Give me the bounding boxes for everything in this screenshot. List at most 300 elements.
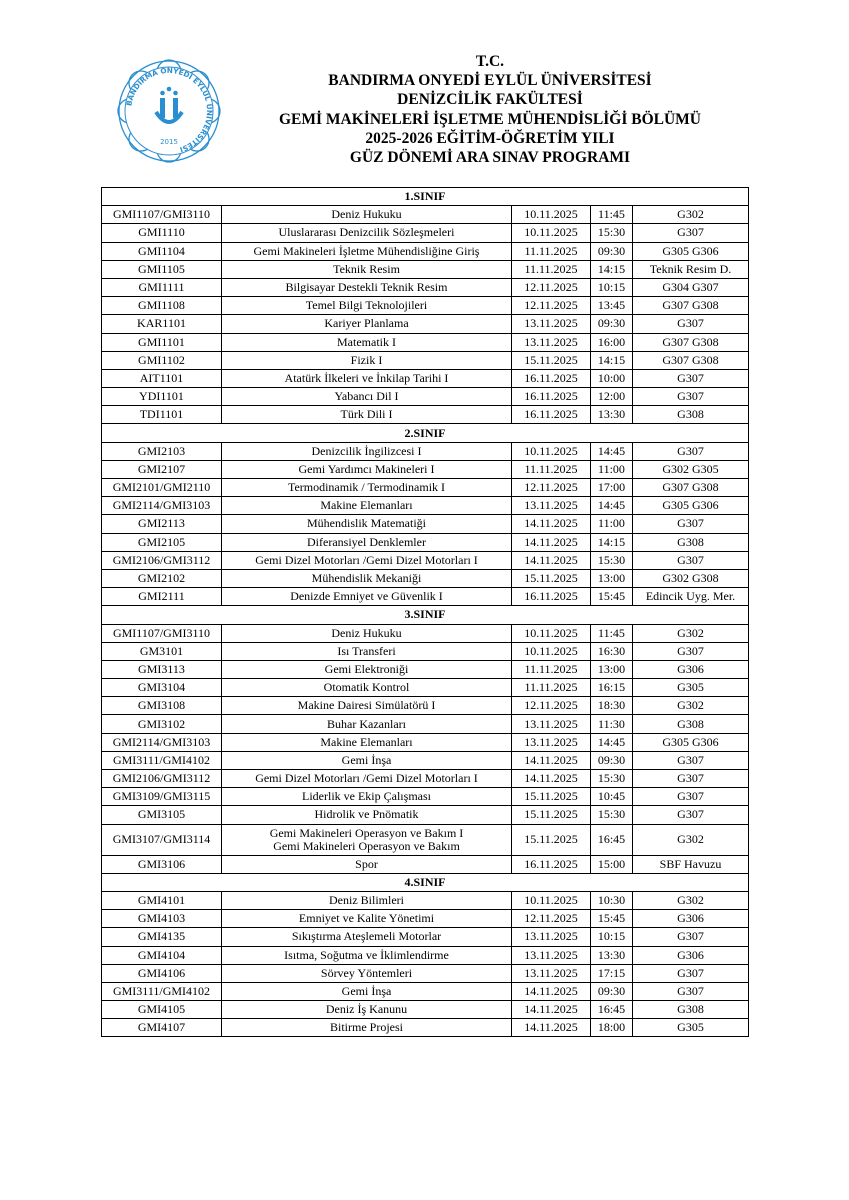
course-code-cell: GMI1111 xyxy=(102,278,222,296)
exam-time-cell: 10:30 xyxy=(591,891,633,909)
table-row xyxy=(102,982,749,1000)
exam-date-cell: 16.11.2025 xyxy=(512,388,591,406)
table-row xyxy=(102,442,749,460)
table-row xyxy=(102,770,749,788)
exam-date-cell: 15.11.2025 xyxy=(512,788,591,806)
course-name: Deniz Hukuku xyxy=(331,207,402,222)
table-row xyxy=(102,460,749,478)
course-code-cell: GMI2111 xyxy=(102,588,222,606)
section-header-row xyxy=(102,188,749,206)
exam-room-cell: G306 xyxy=(633,660,749,678)
course-name: Gemi Dizel Motorları /Gemi Dizel Motorları I xyxy=(255,771,478,786)
exam-time-cell: 18:00 xyxy=(591,1019,633,1037)
course-name-cell xyxy=(222,660,512,678)
course-name: Teknik Resim xyxy=(333,261,400,276)
table-row xyxy=(102,388,749,406)
course-name-cell xyxy=(222,679,512,697)
header-faculty: DENİZCİLİK FAKÜLTESİ xyxy=(397,91,583,109)
course-name-cell xyxy=(222,297,512,315)
course-code-cell: TDI1101 xyxy=(102,406,222,424)
course-code-cell: GMI1107/GMI3110 xyxy=(102,206,222,224)
course-name: Uluslararası Denizcilik Sözleşmeleri xyxy=(278,225,455,240)
exam-room-cell: G307 xyxy=(633,642,749,660)
course-code-cell: GMI3108 xyxy=(102,697,222,715)
course-code-cell: GMI3105 xyxy=(102,806,222,824)
exam-time-cell: 15:30 xyxy=(591,551,633,569)
course-code-cell: GMI3107/GMI3114 xyxy=(102,824,222,855)
exam-time-cell: 14:45 xyxy=(591,497,633,515)
course-name-cell xyxy=(222,910,512,928)
exam-room-cell: G305 G306 xyxy=(633,733,749,751)
exam-date-cell: 13.11.2025 xyxy=(512,733,591,751)
course-name-cell xyxy=(222,479,512,497)
course-name-cell xyxy=(222,406,512,424)
course-code-cell: GMI3113 xyxy=(102,660,222,678)
table-row xyxy=(102,1001,749,1019)
course-name: Denizcilik İngilizcesi I xyxy=(311,443,422,458)
course-code-cell: GMI2105 xyxy=(102,533,222,551)
course-code-cell: GMI4101 xyxy=(102,891,222,909)
exam-date-cell: 16.11.2025 xyxy=(512,855,591,873)
course-name: Sörvey Yöntemleri xyxy=(320,965,413,980)
exam-time-cell: 16:00 xyxy=(591,333,633,351)
course-name: Deniz Bilimleri xyxy=(329,893,404,908)
course-code-cell: GMI3111/GMI4102 xyxy=(102,982,222,1000)
header-academic-year: 2025-2026 EĞİTİM-ÖĞRETİM YILI xyxy=(365,129,615,147)
table-row xyxy=(102,551,749,569)
table-row xyxy=(102,224,749,242)
course-name: Gemi Yardımcı Makineleri I xyxy=(298,461,435,476)
exam-time-cell: 10:15 xyxy=(591,928,633,946)
section-title: 3.SINIF xyxy=(102,606,749,624)
course-name: Gemi Makineleri Operasyon ve Bakım I xyxy=(269,825,464,840)
exam-date-cell: 14.11.2025 xyxy=(512,515,591,533)
course-name: Kariyer Planlama xyxy=(324,316,409,331)
course-name: Gemi Dizel Motorları /Gemi Dizel Motorları I xyxy=(255,552,478,567)
exam-time-cell: 15:30 xyxy=(591,806,633,824)
course-code-cell: GMI1105 xyxy=(102,260,222,278)
course-name: Gemi Makineleri Operasyon ve Bakım xyxy=(273,838,460,853)
exam-time-cell: 16:45 xyxy=(591,824,633,855)
course-name: Yabancı Dil I xyxy=(334,389,399,404)
table-row xyxy=(102,497,749,515)
course-name-cell xyxy=(222,588,512,606)
exam-date-cell: 13.11.2025 xyxy=(512,333,591,351)
course-name: Deniz Hukuku xyxy=(331,625,402,640)
course-code-cell: GMI2106/GMI3112 xyxy=(102,551,222,569)
exam-room-cell: G307 G308 xyxy=(633,351,749,369)
table-row xyxy=(102,278,749,296)
course-name-cell xyxy=(222,388,512,406)
exam-room-cell: G307 G308 xyxy=(633,333,749,351)
exam-time-cell: 14:45 xyxy=(591,442,633,460)
course-name: Hidrolik ve Pnömatik xyxy=(314,807,419,822)
course-name-cell xyxy=(222,697,512,715)
exam-date-cell: 11.11.2025 xyxy=(512,660,591,678)
exam-time-cell: 09:30 xyxy=(591,242,633,260)
table-row xyxy=(102,588,749,606)
course-code-cell: GMI3111/GMI4102 xyxy=(102,751,222,769)
document-header xyxy=(230,52,750,167)
exam-time-cell: 15:45 xyxy=(591,588,633,606)
exam-date-cell: 12.11.2025 xyxy=(512,910,591,928)
course-code-cell: GMI1108 xyxy=(102,297,222,315)
course-name-cell xyxy=(222,569,512,587)
course-name-cell xyxy=(222,855,512,873)
course-name: Termodinamik / Termodinamik I xyxy=(287,480,446,495)
exam-time-cell: 11:45 xyxy=(591,206,633,224)
course-code-cell: GMI1110 xyxy=(102,224,222,242)
exam-room-cell: G306 xyxy=(633,946,749,964)
exam-date-cell: 10.11.2025 xyxy=(512,642,591,660)
exam-date-cell: 10.11.2025 xyxy=(512,891,591,909)
exam-room-cell: G307 xyxy=(633,315,749,333)
exam-date-cell: 14.11.2025 xyxy=(512,533,591,551)
exam-date-cell: 10.11.2025 xyxy=(512,442,591,460)
exam-time-cell: 16:15 xyxy=(591,679,633,697)
course-name-cell xyxy=(222,806,512,824)
exam-time-cell: 14:15 xyxy=(591,260,633,278)
table-row xyxy=(102,733,749,751)
exam-room-cell: G302 xyxy=(633,624,749,642)
exam-time-cell: 14:15 xyxy=(591,533,633,551)
course-name: Bitirme Projesi xyxy=(330,1020,403,1035)
exam-time-cell: 15:00 xyxy=(591,855,633,873)
course-name: Sıkıştırma Ateşlemeli Motorlar xyxy=(291,929,442,944)
exam-time-cell: 12:00 xyxy=(591,388,633,406)
course-code-cell: GMI2107 xyxy=(102,460,222,478)
course-code-cell: GMI4103 xyxy=(102,910,222,928)
course-name-cell xyxy=(222,751,512,769)
table-row xyxy=(102,351,749,369)
table-row xyxy=(102,751,749,769)
course-code-cell: GMI2114/GMI3103 xyxy=(102,733,222,751)
section-title: 2.SINIF xyxy=(102,424,749,442)
course-name-cell xyxy=(222,351,512,369)
logo-ring-text: BANDIRMA ONYEDİ EYLÜL ÜNİVERSİTESİ xyxy=(124,65,215,155)
exam-time-cell: 13:00 xyxy=(591,660,633,678)
header-department: GEMİ MAKİNELERİ İŞLETME MÜHENDİSLİĞİ BÖLÜMÜ xyxy=(278,110,701,128)
course-code-cell: GMI2103 xyxy=(102,442,222,460)
table-row xyxy=(102,788,749,806)
exam-room-cell: G307 xyxy=(633,515,749,533)
course-name-cell xyxy=(222,497,512,515)
exam-room-cell: G307 xyxy=(633,751,749,769)
section-header-row xyxy=(102,606,749,624)
course-name-cell xyxy=(222,369,512,387)
exam-time-cell: 14:15 xyxy=(591,351,633,369)
exam-date-cell: 14.11.2025 xyxy=(512,1001,591,1019)
header-university: BANDIRMA ONYEDİ EYLÜL ÜNİVERSİTESİ xyxy=(328,72,652,90)
exam-time-cell: 13:00 xyxy=(591,569,633,587)
exam-time-cell: 15:30 xyxy=(591,770,633,788)
course-code-cell: GMI2106/GMI3112 xyxy=(102,770,222,788)
table-row xyxy=(102,855,749,873)
exam-room-cell: G306 xyxy=(633,910,749,928)
table-row xyxy=(102,679,749,697)
exam-room-cell: G305 xyxy=(633,679,749,697)
exam-date-cell: 15.11.2025 xyxy=(512,806,591,824)
exam-date-cell: 11.11.2025 xyxy=(512,460,591,478)
table-row xyxy=(102,624,749,642)
course-name: Liderlik ve Ekip Çalışması xyxy=(302,789,431,804)
exam-time-cell: 10:45 xyxy=(591,788,633,806)
table-row xyxy=(102,891,749,909)
exam-room-cell: G302 xyxy=(633,206,749,224)
course-name-cell xyxy=(222,315,512,333)
exam-room-cell: G307 xyxy=(633,388,749,406)
exam-time-cell: 13:45 xyxy=(591,297,633,315)
course-name: Gemi İnşa xyxy=(341,983,392,998)
course-name: Otomatik Kontrol xyxy=(323,680,410,695)
course-name: Spor xyxy=(355,856,378,871)
exam-room-cell: G302 G305 xyxy=(633,460,749,478)
section-title: 4.SINIF xyxy=(102,873,749,891)
exam-date-cell: 16.11.2025 xyxy=(512,588,591,606)
course-name-cell xyxy=(222,260,512,278)
exam-date-cell: 11.11.2025 xyxy=(512,679,591,697)
table-row xyxy=(102,642,749,660)
header-program-title: GÜZ DÖNEMİ ARA SINAV PROGRAMI xyxy=(349,149,631,167)
table-row xyxy=(102,297,749,315)
course-code-cell: GMI4135 xyxy=(102,928,222,946)
table-row xyxy=(102,242,749,260)
exam-date-cell: 12.11.2025 xyxy=(512,697,591,715)
course-name: Deniz İş Kanunu xyxy=(325,1002,408,1017)
table-row xyxy=(102,406,749,424)
course-name-cell xyxy=(222,278,512,296)
exam-room-cell: G307 G308 xyxy=(633,479,749,497)
exam-room-cell: Edincik Uyg. Mer. xyxy=(633,588,749,606)
course-name-cell xyxy=(222,1019,512,1037)
course-name: Makine Elemanları xyxy=(320,734,413,749)
course-code-cell: GMI1101 xyxy=(102,333,222,351)
exam-date-cell: 11.11.2025 xyxy=(512,260,591,278)
exam-room-cell: G302 G308 xyxy=(633,569,749,587)
exam-room-cell: G307 xyxy=(633,982,749,1000)
course-code-cell: GMI1102 xyxy=(102,351,222,369)
exam-date-cell: 13.11.2025 xyxy=(512,497,591,515)
exam-time-cell: 11:30 xyxy=(591,715,633,733)
exam-date-cell: 14.11.2025 xyxy=(512,982,591,1000)
exam-time-cell: 11:00 xyxy=(591,515,633,533)
course-name-cell xyxy=(222,206,512,224)
exam-room-cell: Teknik Resim D. xyxy=(633,260,749,278)
course-name-cell xyxy=(222,642,512,660)
course-name-cell xyxy=(222,1001,512,1019)
course-code-cell: GMI3104 xyxy=(102,679,222,697)
table-row xyxy=(102,660,749,678)
exam-room-cell: G307 xyxy=(633,442,749,460)
course-name: Diferansiyel Denklemler xyxy=(307,534,426,549)
course-name: Isıtma, Soğutma ve İklimlendirme xyxy=(284,947,449,962)
course-name-cell xyxy=(222,242,512,260)
table-row xyxy=(102,206,749,224)
course-code-cell: GM3101 xyxy=(102,642,222,660)
section-header-row xyxy=(102,873,749,891)
exam-room-cell: G307 xyxy=(633,551,749,569)
exam-room-cell: G307 xyxy=(633,770,749,788)
exam-date-cell: 13.11.2025 xyxy=(512,928,591,946)
exam-room-cell: G304 G307 xyxy=(633,278,749,296)
exam-date-cell: 13.11.2025 xyxy=(512,715,591,733)
course-name: Buhar Kazanları xyxy=(327,716,406,731)
exam-room-cell: G307 xyxy=(633,964,749,982)
exam-time-cell: 17:00 xyxy=(591,479,633,497)
course-name-cell xyxy=(222,928,512,946)
exam-room-cell: SBF Havuzu xyxy=(633,855,749,873)
course-name: Matematik I xyxy=(337,334,396,349)
course-name: Isı Transferi xyxy=(337,643,396,658)
section-title: 1.SINIF xyxy=(102,188,749,206)
table-row xyxy=(102,533,749,551)
table-row xyxy=(102,479,749,497)
table-row xyxy=(102,806,749,824)
course-name: Gemi İnşa xyxy=(341,752,392,767)
logo-year: 2015 xyxy=(160,138,178,146)
header-line-1: T.C. xyxy=(475,53,505,70)
exam-time-cell: 14:45 xyxy=(591,733,633,751)
course-code-cell: GMI2114/GMI3103 xyxy=(102,497,222,515)
exam-date-cell: 15.11.2025 xyxy=(512,351,591,369)
exam-time-cell: 13:30 xyxy=(591,406,633,424)
exam-room-cell: G302 xyxy=(633,697,749,715)
exam-date-cell: 14.11.2025 xyxy=(512,551,591,569)
course-name: Fizik I xyxy=(350,352,383,367)
course-name-cell xyxy=(222,333,512,351)
exam-time-cell: 11:00 xyxy=(591,460,633,478)
exam-date-cell: 12.11.2025 xyxy=(512,278,591,296)
exam-date-cell: 16.11.2025 xyxy=(512,369,591,387)
course-name: Gemi Elektroniği xyxy=(324,661,409,676)
exam-room-cell: G308 xyxy=(633,406,749,424)
table-row xyxy=(102,715,749,733)
exam-date-cell: 13.11.2025 xyxy=(512,315,591,333)
course-code-cell: GMI2113 xyxy=(102,515,222,533)
exam-time-cell: 11:45 xyxy=(591,624,633,642)
table-row xyxy=(102,369,749,387)
exam-date-cell: 12.11.2025 xyxy=(512,479,591,497)
exam-room-cell: G305 xyxy=(633,1019,749,1037)
course-name: Gemi Makineleri İşletme Mühendisliğine Giriş xyxy=(253,243,480,258)
course-code-cell: GMI1107/GMI3110 xyxy=(102,624,222,642)
course-name-cell xyxy=(222,551,512,569)
course-code-cell: GMI4106 xyxy=(102,964,222,982)
exam-date-cell: 12.11.2025 xyxy=(512,297,591,315)
exam-date-cell: 14.11.2025 xyxy=(512,751,591,769)
course-code-cell: AIT1101 xyxy=(102,369,222,387)
course-name: Bilgisayar Destekli Teknik Resim xyxy=(285,280,448,295)
course-name-cell xyxy=(222,824,512,855)
course-code-cell: YDI1101 xyxy=(102,388,222,406)
exam-room-cell: G302 xyxy=(633,891,749,909)
course-code-cell: GMI3109/GMI3115 xyxy=(102,788,222,806)
course-name-cell xyxy=(222,733,512,751)
exam-room-cell: G307 G308 xyxy=(633,297,749,315)
exam-room-cell: G305 G306 xyxy=(633,497,749,515)
university-logo xyxy=(116,58,222,164)
table-row xyxy=(102,333,749,351)
exam-time-cell: 10:15 xyxy=(591,278,633,296)
course-code-cell: GMI4107 xyxy=(102,1019,222,1037)
table-row xyxy=(102,910,749,928)
course-name: Atatürk İlkeleri ve İnkilap Tarihi I xyxy=(284,370,449,385)
course-name-cell xyxy=(222,460,512,478)
course-code-cell: GMI3106 xyxy=(102,855,222,873)
course-name: Makine Elemanları xyxy=(320,498,413,513)
exam-time-cell: 17:15 xyxy=(591,964,633,982)
table-row xyxy=(102,1019,749,1037)
course-name: Makine Dairesi Simülatörü I xyxy=(297,698,436,713)
exam-date-cell: 15.11.2025 xyxy=(512,824,591,855)
exam-time-cell: 13:30 xyxy=(591,946,633,964)
course-name-cell xyxy=(222,224,512,242)
course-code-cell: GMI4104 xyxy=(102,946,222,964)
exam-room-cell: G305 G306 xyxy=(633,242,749,260)
course-name-cell xyxy=(222,964,512,982)
course-name-cell xyxy=(222,891,512,909)
course-name-cell xyxy=(222,946,512,964)
exam-time-cell: 10:00 xyxy=(591,369,633,387)
course-name: Mühendislik Matematiği xyxy=(307,516,426,531)
table-row xyxy=(102,824,749,855)
course-name: Temel Bilgi Teknolojileri xyxy=(305,298,428,313)
exam-date-cell: 14.11.2025 xyxy=(512,770,591,788)
exam-room-cell: G308 xyxy=(633,1001,749,1019)
course-code-cell: GMI2102 xyxy=(102,569,222,587)
table-row xyxy=(102,260,749,278)
course-code-cell: GMI4105 xyxy=(102,1001,222,1019)
exam-schedule-table xyxy=(101,187,749,1037)
exam-time-cell: 15:30 xyxy=(591,224,633,242)
course-name-cell xyxy=(222,624,512,642)
course-code-cell: GMI1104 xyxy=(102,242,222,260)
exam-time-cell: 16:45 xyxy=(591,1001,633,1019)
exam-time-cell: 09:30 xyxy=(591,982,633,1000)
exam-date-cell: 15.11.2025 xyxy=(512,569,591,587)
course-name-cell xyxy=(222,515,512,533)
exam-room-cell: G307 xyxy=(633,928,749,946)
exam-time-cell: 09:30 xyxy=(591,751,633,769)
table-row xyxy=(102,515,749,533)
exam-room-cell: G308 xyxy=(633,715,749,733)
exam-date-cell: 10.11.2025 xyxy=(512,624,591,642)
exam-time-cell: 16:30 xyxy=(591,642,633,660)
exam-date-cell: 14.11.2025 xyxy=(512,1019,591,1037)
exam-time-cell: 15:45 xyxy=(591,910,633,928)
course-code-cell: KAR1101 xyxy=(102,315,222,333)
course-name-cell xyxy=(222,982,512,1000)
exam-room-cell: G307 xyxy=(633,369,749,387)
table-row xyxy=(102,946,749,964)
course-name: Emniyet ve Kalite Yönetimi xyxy=(298,911,435,926)
exam-room-cell: G307 xyxy=(633,806,749,824)
exam-time-cell: 09:30 xyxy=(591,315,633,333)
exam-date-cell: 13.11.2025 xyxy=(512,946,591,964)
course-name-cell xyxy=(222,442,512,460)
table-row xyxy=(102,569,749,587)
course-code-cell: GMI3102 xyxy=(102,715,222,733)
table-row xyxy=(102,315,749,333)
course-name: Mühendislik Mekaniği xyxy=(311,571,422,586)
course-name-cell xyxy=(222,788,512,806)
table-row xyxy=(102,964,749,982)
exam-room-cell: G307 xyxy=(633,788,749,806)
course-name-cell xyxy=(222,533,512,551)
exam-date-cell: 10.11.2025 xyxy=(512,206,591,224)
table-row xyxy=(102,697,749,715)
exam-date-cell: 11.11.2025 xyxy=(512,242,591,260)
